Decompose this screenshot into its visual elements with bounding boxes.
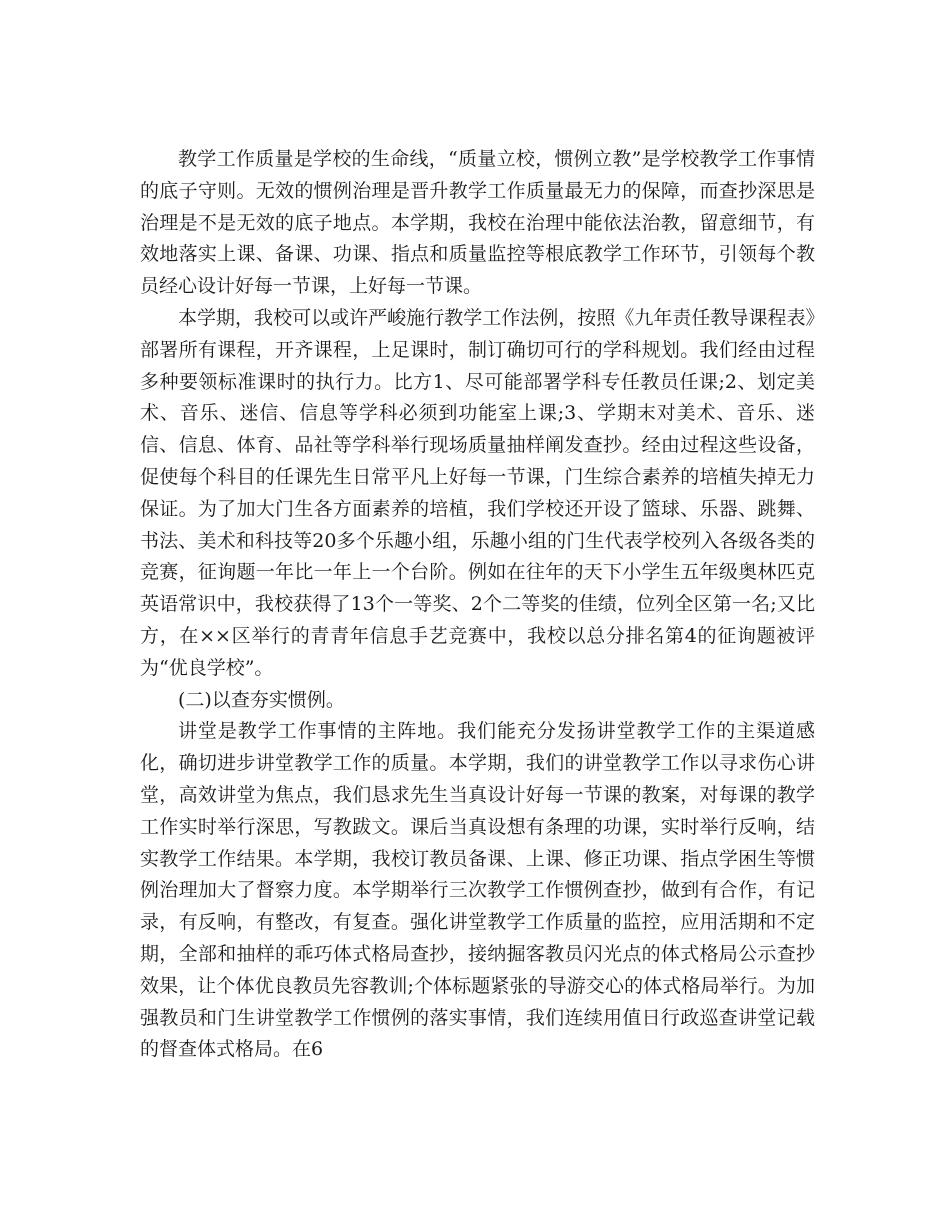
- paragraph-intro: 教学工作质量是学校的生命线，“质量立校，惯例立教”是学校教学工作事情的底子守则。无效的惯例治理是晋升教学工作质量最无力的保障，而查抄深思是治理是不是无效的底子地点。本学期，我校在治理中能依法治教，留意细节，有效地落实上课、备课、功课、指点和质量监控等根底教学工作环节，引领每个教员经心设计好每一节课，上好每一节课。: [140, 148, 815, 298]
- document-body: [140, 144, 815, 1066]
- paragraph-classroom: 讲堂是教学工作事情的主阵地。我们能充分发扬讲堂教学工作的主渠道感化，确切进步讲堂教学工作的质量。本学期，我们的讲堂教学工作以寻求伤心讲堂，高效讲堂为焦点，我们恳求先生当真设计好每一节课的教案，对每课的教学工作实时举行深思，写教跋文。课后当真设想有条理的功课，实时举行反响，结实教学工作结果。本学期，我校订教员备课、上课、修正功课、指点学困生等惯例治理加大了督察力度。本学期举行三次教学工作惯例查抄，做到有合作，有记录，有反响，有整改，有复查。强化讲堂教学工作质量的监控，应用活期和不定期，全部和抽样的乖巧体式格局查抄，接纳掘客教员闪光点的体式格局公示查抄效果，让个体优良教员先容教训;个体标题紧张的导游交心的体式格局举行。为加强教员和门生讲堂教学工作惯例的落实事情，我们连续用值日行政巡查讲堂记载的督查体式格局。在6: [140, 720, 815, 1061]
- section-heading: (二)以查夯实惯例。: [178, 688, 345, 711]
- paragraph-curriculum: 本学期，我校可以或许严峻施行教学工作法例，按照《九年责任教导课程表》部署所有课程，开齐课程，上足课时，制订确切可行的学科规划。我们经由过程多种要领标准课时的执行力。比方1、尽可能部署学科专任教员任课;2、划定美术、音乐、迷信、信息等学科必须到功能室上课;3、学期末对美术、音乐、迷信、信息、体育、品社等学科举行现场质量抽样阐发查抄。经由过程这些设备，促使每个科目的任课先生日常平凡上好每一节课，门生综合素养的培植失掉无力保证。为了加大门生各方面素养的培植，我们学校还开设了篮球、乐器、跳舞、书法、美术和科技等20多个乐趣小组，乐趣小组的门生代表学校列入各级各类的竞赛，征询题一年比一年上一个台阶。例如在往年的天下小学生五年级奥林匹克英语常识中，我校获得了13个一等奖、2个二等奖的佳绩，位列全区第一名;又比方，在××区举行的青青年信息手艺竞赛中，我校以总分排名第4的征询题被评为“优良学校”。: [140, 306, 815, 679]
